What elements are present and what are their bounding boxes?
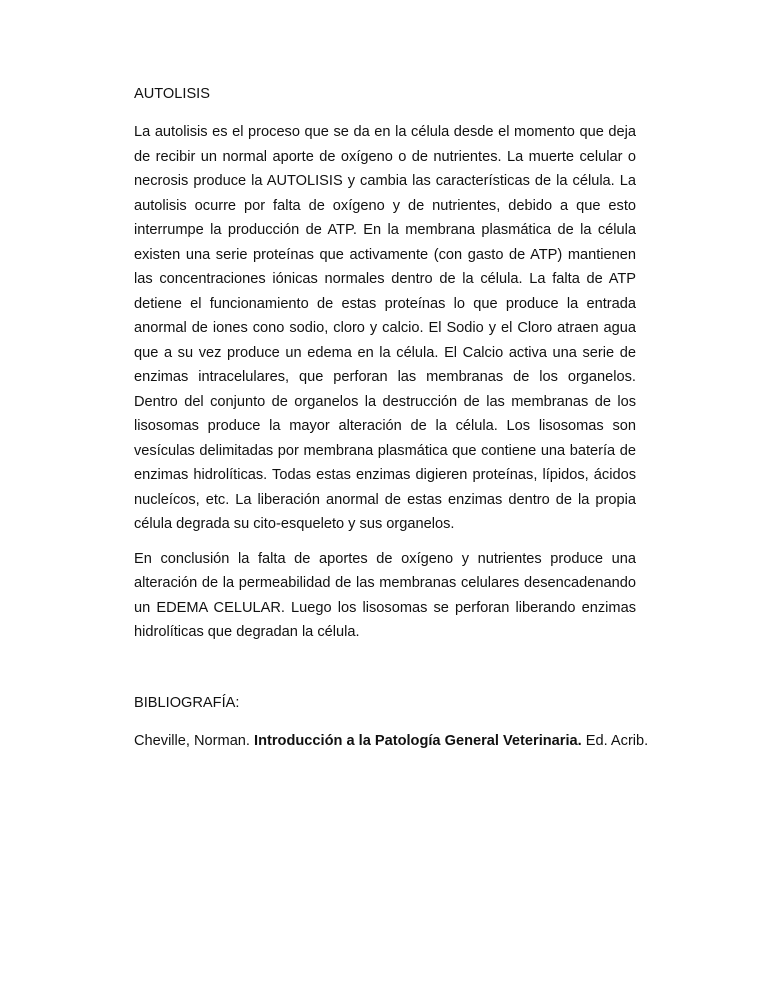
bibliography-citation xyxy=(134,729,649,753)
citation-author: Cheville, Norman. xyxy=(134,732,255,749)
citation-publisher: Ed. Acrib. xyxy=(581,732,649,749)
citation-book-title: Introducción a la Patología General Veterinaria. xyxy=(254,732,582,749)
document-title: AUTOLISIS xyxy=(134,86,210,102)
body-paragraph-autolisis: La autolisis es el proceso que se da en la célula desde el momento que deja de recibir un normal aporte de oxígeno o de nutrientes. La muerte celular o necrosis produce la AUTOLISIS y cambia las características de la célula. La autolisis ocurre por falta de oxígeno y de nutrientes, debido a que esto interrumpe la producción de ATP. En la membrana plasmática de la célula existen una serie proteínas que activamente (con gasto de ATP) mantienen las concentraciones iónicas normales dentro de la célula. La falta de ATP detiene el funcionamiento de estas proteínas lo que produce la entrada anormal de iones cono sodio, cloro y calcio. El Sodio y el Cloro atraen agua que a su vez produce un edema en la célula. El Calcio activa una serie de enzimas intracelulares, que perforan las membranas de los organelos. Dentro del conjunto de organelos la destrucción de las membranas de los lisosomas produce la mayor alteración de la célula. Los lisosomas son vesículas delimitadas por membrana plasmática que contiene una batería de enzimas hidrolíticas. Todas estas enzimas digieren proteínas, lípidos, ácidos nucleícos, etc. La liberación anormal de estas enzimas dentro de la propia célula degrada su cito-esqueleto y sus organelos. xyxy=(134,124,636,532)
document-page xyxy=(134,82,649,753)
body-paragraph-conclusion: En conclusión la falta de aportes de oxígeno y nutrientes produce una alteración de la permeabilidad de las membranas celulares desencadenando un EDEMA CELULAR. Luego los lisosomas se perforan liberando enzimas hidrolíticas que degradan la célula. xyxy=(134,550,636,640)
bibliography-heading: BIBLIOGRAFÍA: xyxy=(134,694,240,711)
